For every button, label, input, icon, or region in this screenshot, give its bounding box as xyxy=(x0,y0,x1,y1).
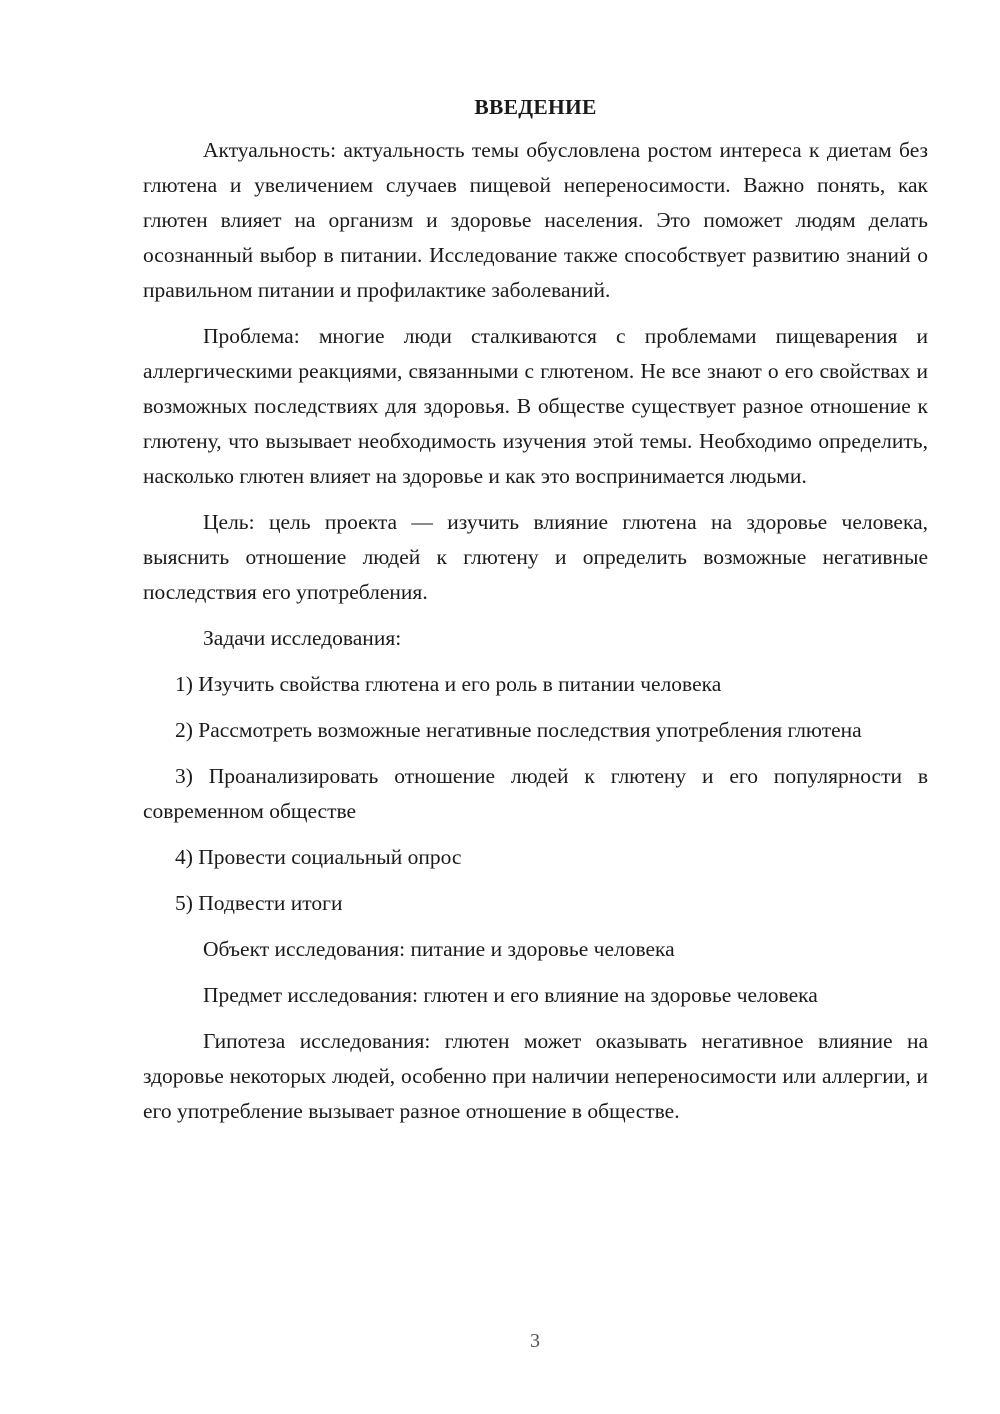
goal-paragraph: Цель: цель проекта — изучить влияние глютена на здоровье человека, выяснить отношение людей к глютену и определить возможные негативные последствия его употребления. xyxy=(143,510,928,604)
task-item: 4) Провести социальный опрос xyxy=(175,845,462,869)
relevance-paragraph: Актуальность: актуальность темы обусловлена ростом интереса к диетам без глютена и увеличением случаев пищевой непереносимости. Важно понять, как глютен влияет на организм и здоровье населения. Это поможет людям делать осознанный выбор в питании. Исследование также способствует развитию знаний о правильном питании и профилактике заболеваний. xyxy=(143,138,928,302)
section-heading: ВВЕДЕНИЕ xyxy=(474,95,597,119)
task-item: 2) Рассмотреть возможные негативные последствия употребления глютена xyxy=(175,718,862,742)
problem-paragraph: Проблема: многие люди сталкиваются с проблемами пищеварения и аллергическими реакциями, связанными с глютеном. Не все знают о его свойствах и возможных последствиях для здоровья. В обществе существует разное отношение к глютену, что вызывает необходимость изучения этой темы. Необходимо определить, насколько глютен влияет на здоровье и как это воспринимается людьми. xyxy=(143,324,928,488)
tasks-heading: Задачи исследования: xyxy=(203,626,402,650)
object-paragraph: Объект исследования: питание и здоровье человека xyxy=(203,937,675,961)
document-page xyxy=(143,90,928,1140)
task-item: 3) Проанализировать отношение людей к глютену и его популярности в современном обществе xyxy=(143,764,928,823)
task-item: 5) Подвести итоги xyxy=(175,891,343,915)
subject-paragraph: Предмет исследования: глютен и его влияние на здоровье человека xyxy=(203,983,818,1007)
page-number: 3 xyxy=(530,1330,540,1352)
task-item: 1) Изучить свойства глютена и его роль в питании человека xyxy=(175,672,722,696)
hypothesis-paragraph: Гипотеза исследования: глютен может оказывать негативное влияние на здоровье некоторых людей, особенно при наличии непереносимости или аллергии, и его употребление вызывает разное отношение в обществе. xyxy=(143,1029,928,1123)
